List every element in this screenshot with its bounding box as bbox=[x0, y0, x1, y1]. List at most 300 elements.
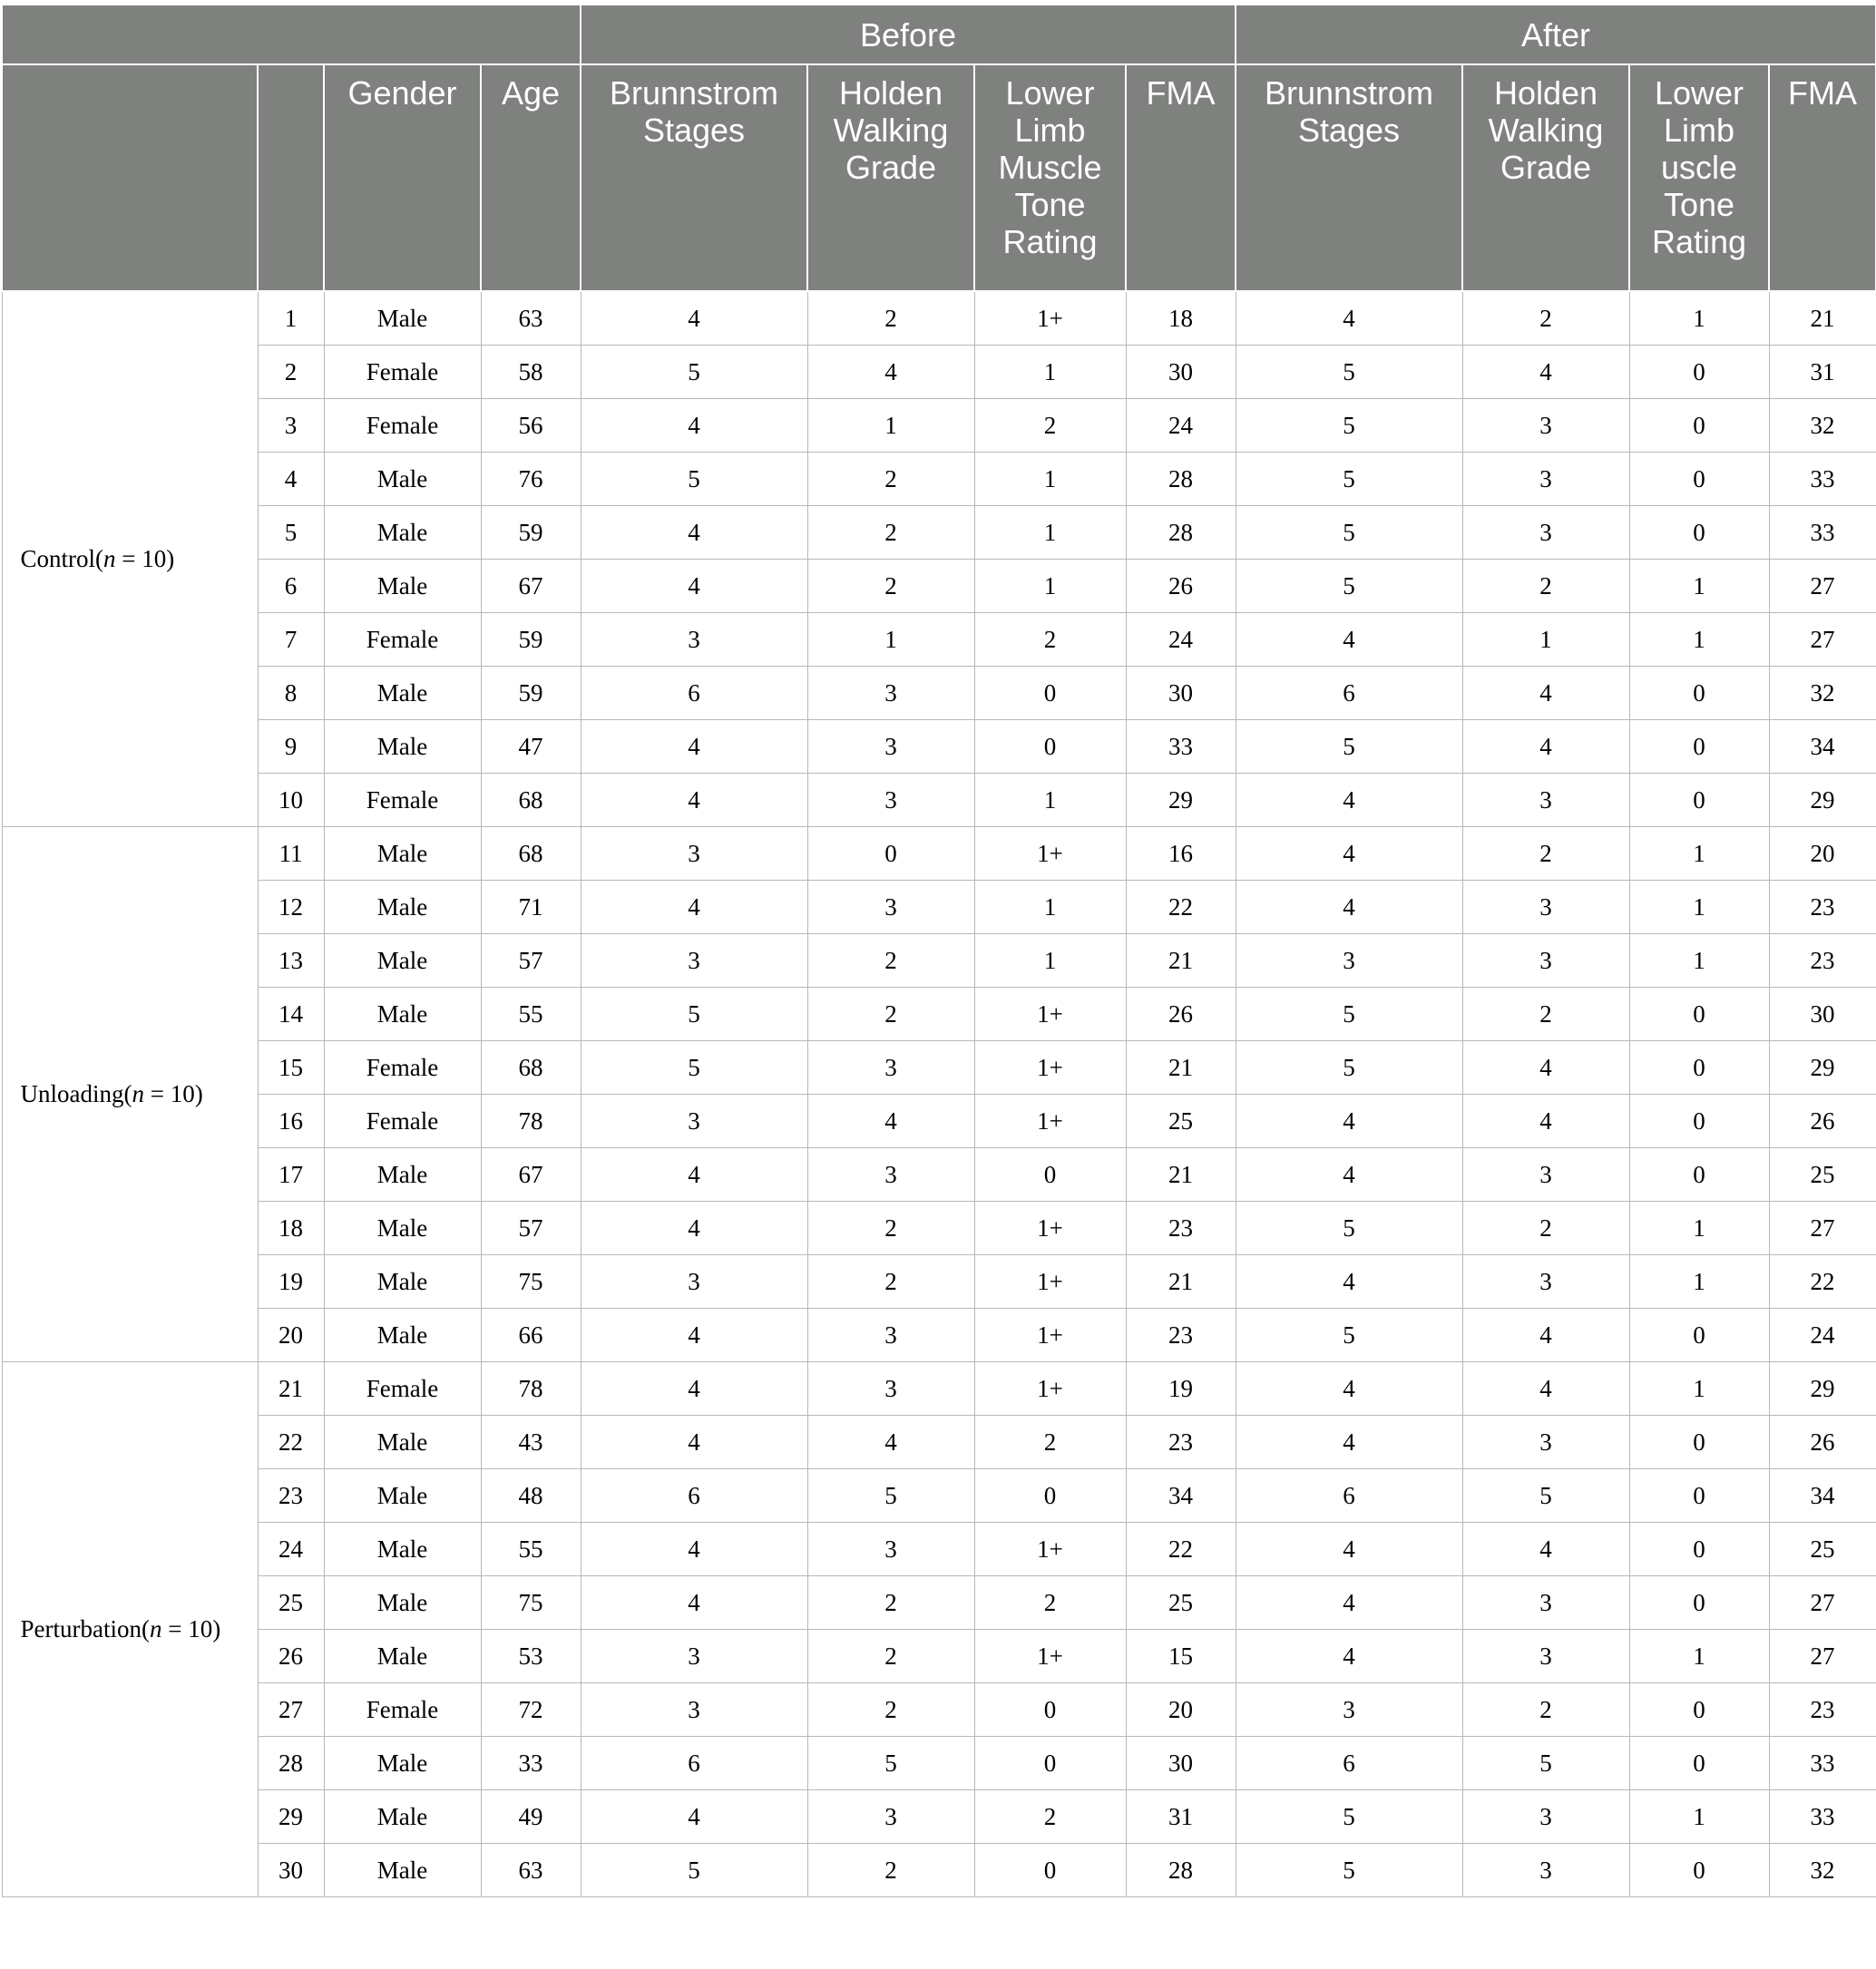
cell-before-brunnstrom: 4 bbox=[581, 560, 807, 613]
cell-after-muscle-tone: 0 bbox=[1629, 1469, 1769, 1523]
cell-after-fma: 23 bbox=[1769, 881, 1876, 934]
cell-gender: Male bbox=[324, 560, 481, 613]
cell-after-holden: 1 bbox=[1462, 613, 1629, 667]
cell-before-brunnstrom: 3 bbox=[581, 1683, 807, 1737]
header-before-muscle-tone: Lower Limb Muscle Tone Rating bbox=[974, 64, 1126, 291]
cell-gender: Female bbox=[324, 1362, 481, 1416]
cell-age: 59 bbox=[481, 506, 581, 560]
cell-before-holden: 4 bbox=[807, 1095, 974, 1148]
cell-age: 59 bbox=[481, 613, 581, 667]
cell-gender: Male bbox=[324, 1202, 481, 1255]
cell-after-muscle-tone: 0 bbox=[1629, 1148, 1769, 1202]
cell-before-fma: 31 bbox=[1126, 1790, 1236, 1844]
cell-age: 68 bbox=[481, 774, 581, 827]
cell-age: 33 bbox=[481, 1737, 581, 1790]
group-name: Unloading( bbox=[20, 1080, 132, 1107]
cell-before-holden: 5 bbox=[807, 1469, 974, 1523]
cell-after-holden: 2 bbox=[1462, 291, 1629, 346]
cell-gender: Female bbox=[324, 1683, 481, 1737]
cell-gender: Male bbox=[324, 1576, 481, 1630]
cell-after-muscle-tone: 0 bbox=[1629, 1416, 1769, 1469]
cell-before-muscle-tone: 1+ bbox=[974, 1362, 1126, 1416]
cell-gender: Male bbox=[324, 1469, 481, 1523]
header-after-holden: Holden Walking Grade bbox=[1462, 64, 1629, 291]
table-row bbox=[2, 291, 1876, 346]
cell-before-brunnstrom: 4 bbox=[581, 506, 807, 560]
cell-after-muscle-tone: 1 bbox=[1629, 934, 1769, 988]
cell-gender: Female bbox=[324, 774, 481, 827]
cell-patient-number: 16 bbox=[258, 1095, 324, 1148]
group-n-variable: n bbox=[103, 545, 116, 572]
cell-gender: Female bbox=[324, 1041, 481, 1095]
cell-after-brunnstrom: 3 bbox=[1236, 1683, 1462, 1737]
table-row bbox=[2, 1630, 1876, 1683]
cell-before-muscle-tone: 0 bbox=[974, 720, 1126, 774]
cell-before-holden: 2 bbox=[807, 1683, 974, 1737]
cell-before-muscle-tone: 1 bbox=[974, 881, 1126, 934]
cell-after-brunnstrom: 6 bbox=[1236, 1469, 1462, 1523]
cell-patient-number: 21 bbox=[258, 1362, 324, 1416]
cell-after-brunnstrom: 6 bbox=[1236, 1737, 1462, 1790]
cell-after-muscle-tone: 0 bbox=[1629, 1576, 1769, 1630]
header-before-holden: Holden Walking Grade bbox=[807, 64, 974, 291]
cell-age: 71 bbox=[481, 881, 581, 934]
cell-after-brunnstrom: 4 bbox=[1236, 1630, 1462, 1683]
cell-before-fma: 19 bbox=[1126, 1362, 1236, 1416]
cell-after-brunnstrom: 5 bbox=[1236, 1041, 1462, 1095]
cell-before-muscle-tone: 1+ bbox=[974, 291, 1126, 346]
cell-before-fma: 21 bbox=[1126, 1148, 1236, 1202]
cell-before-brunnstrom: 4 bbox=[581, 1416, 807, 1469]
table-row bbox=[2, 1255, 1876, 1309]
cell-gender: Male bbox=[324, 934, 481, 988]
cell-age: 78 bbox=[481, 1362, 581, 1416]
cell-gender: Male bbox=[324, 1255, 481, 1309]
cell-patient-number: 26 bbox=[258, 1630, 324, 1683]
cell-after-holden: 4 bbox=[1462, 1309, 1629, 1362]
cell-after-muscle-tone: 1 bbox=[1629, 1630, 1769, 1683]
cell-patient-number: 1 bbox=[258, 291, 324, 346]
cell-after-fma: 32 bbox=[1769, 667, 1876, 720]
cell-before-muscle-tone: 0 bbox=[974, 1737, 1126, 1790]
cell-patient-number: 4 bbox=[258, 453, 324, 506]
cell-after-muscle-tone: 1 bbox=[1629, 291, 1769, 346]
cell-after-fma: 27 bbox=[1769, 1630, 1876, 1683]
cell-patient-number: 25 bbox=[258, 1576, 324, 1630]
cell-gender: Male bbox=[324, 1523, 481, 1576]
cell-after-holden: 3 bbox=[1462, 1148, 1629, 1202]
cell-patient-number: 2 bbox=[258, 346, 324, 399]
cell-patient-number: 18 bbox=[258, 1202, 324, 1255]
cell-before-holden: 5 bbox=[807, 1737, 974, 1790]
cell-before-muscle-tone: 1 bbox=[974, 774, 1126, 827]
cell-before-brunnstrom: 3 bbox=[581, 1255, 807, 1309]
cell-before-brunnstrom: 4 bbox=[581, 1790, 807, 1844]
cell-after-muscle-tone: 1 bbox=[1629, 881, 1769, 934]
cell-age: 72 bbox=[481, 1683, 581, 1737]
table-row bbox=[2, 1469, 1876, 1523]
cell-age: 66 bbox=[481, 1309, 581, 1362]
cell-after-brunnstrom: 5 bbox=[1236, 720, 1462, 774]
header-after: After bbox=[1236, 5, 1876, 64]
cell-before-holden: 2 bbox=[807, 506, 974, 560]
cell-patient-number: 30 bbox=[258, 1844, 324, 1897]
cell-before-fma: 33 bbox=[1126, 720, 1236, 774]
group-name: Perturbation( bbox=[20, 1615, 150, 1642]
cell-patient-number: 5 bbox=[258, 506, 324, 560]
cell-before-fma: 22 bbox=[1126, 1523, 1236, 1576]
cell-after-muscle-tone: 0 bbox=[1629, 774, 1769, 827]
cell-before-fma: 20 bbox=[1126, 1683, 1236, 1737]
cell-before-holden: 3 bbox=[807, 1362, 974, 1416]
cell-gender: Male bbox=[324, 1790, 481, 1844]
cell-before-fma: 30 bbox=[1126, 346, 1236, 399]
cell-before-brunnstrom: 6 bbox=[581, 1469, 807, 1523]
table-row bbox=[2, 827, 1876, 881]
cell-before-fma: 28 bbox=[1126, 453, 1236, 506]
cell-age: 57 bbox=[481, 934, 581, 988]
cell-before-holden: 4 bbox=[807, 1416, 974, 1469]
cell-before-muscle-tone: 0 bbox=[974, 1148, 1126, 1202]
cell-after-brunnstrom: 4 bbox=[1236, 1416, 1462, 1469]
cell-gender: Male bbox=[324, 1844, 481, 1897]
header-gender: Gender bbox=[324, 64, 481, 291]
cell-before-brunnstrom: 5 bbox=[581, 346, 807, 399]
cell-age: 53 bbox=[481, 1630, 581, 1683]
cell-after-holden: 4 bbox=[1462, 1362, 1629, 1416]
cell-patient-number: 6 bbox=[258, 560, 324, 613]
cell-patient-number: 28 bbox=[258, 1737, 324, 1790]
cell-after-muscle-tone: 0 bbox=[1629, 667, 1769, 720]
cell-patient-number: 17 bbox=[258, 1148, 324, 1202]
cell-gender: Male bbox=[324, 291, 481, 346]
cell-after-muscle-tone: 0 bbox=[1629, 453, 1769, 506]
cell-after-fma: 25 bbox=[1769, 1523, 1876, 1576]
cell-after-muscle-tone: 0 bbox=[1629, 1844, 1769, 1897]
cell-before-muscle-tone: 1 bbox=[974, 346, 1126, 399]
cell-after-holden: 3 bbox=[1462, 1790, 1629, 1844]
table-row bbox=[2, 1683, 1876, 1737]
cell-after-brunnstrom: 5 bbox=[1236, 506, 1462, 560]
cell-after-holden: 4 bbox=[1462, 720, 1629, 774]
table-row bbox=[2, 1362, 1876, 1416]
cell-after-holden: 4 bbox=[1462, 1095, 1629, 1148]
table-row bbox=[2, 1576, 1876, 1630]
header-before-brunnstrom: Brunnstrom Stages bbox=[581, 64, 807, 291]
cell-after-brunnstrom: 5 bbox=[1236, 1202, 1462, 1255]
cell-after-fma: 27 bbox=[1769, 613, 1876, 667]
table-row bbox=[2, 346, 1876, 399]
cell-before-brunnstrom: 6 bbox=[581, 667, 807, 720]
cell-after-muscle-tone: 1 bbox=[1629, 1202, 1769, 1255]
cell-after-holden: 3 bbox=[1462, 1844, 1629, 1897]
cell-patient-number: 9 bbox=[258, 720, 324, 774]
header-after-fma: FMA bbox=[1769, 64, 1876, 291]
header-after-muscle-tone: Lower Limb uscle Tone Rating bbox=[1629, 64, 1769, 291]
cell-before-holden: 2 bbox=[807, 988, 974, 1041]
group-label bbox=[2, 1362, 258, 1897]
cell-patient-number: 12 bbox=[258, 881, 324, 934]
cell-after-holden: 3 bbox=[1462, 881, 1629, 934]
cell-before-holden: 3 bbox=[807, 1148, 974, 1202]
group-label bbox=[2, 291, 258, 827]
cell-after-holden: 3 bbox=[1462, 506, 1629, 560]
cell-after-muscle-tone: 1 bbox=[1629, 1790, 1769, 1844]
cell-before-brunnstrom: 4 bbox=[581, 1523, 807, 1576]
cell-after-fma: 33 bbox=[1769, 1790, 1876, 1844]
cell-before-muscle-tone: 1+ bbox=[974, 1309, 1126, 1362]
cell-patient-number: 24 bbox=[258, 1523, 324, 1576]
cell-before-muscle-tone: 2 bbox=[974, 399, 1126, 453]
cell-after-brunnstrom: 4 bbox=[1236, 1255, 1462, 1309]
table-row bbox=[2, 1737, 1876, 1790]
cell-after-holden: 3 bbox=[1462, 1630, 1629, 1683]
cell-after-fma: 33 bbox=[1769, 453, 1876, 506]
cell-patient-number: 10 bbox=[258, 774, 324, 827]
table-header bbox=[2, 5, 1876, 291]
cell-after-fma: 33 bbox=[1769, 1737, 1876, 1790]
cell-before-fma: 15 bbox=[1126, 1630, 1236, 1683]
cell-after-holden: 3 bbox=[1462, 453, 1629, 506]
cell-before-brunnstrom: 4 bbox=[581, 291, 807, 346]
cell-age: 63 bbox=[481, 1844, 581, 1897]
cell-patient-number: 19 bbox=[258, 1255, 324, 1309]
cell-after-brunnstrom: 4 bbox=[1236, 1523, 1462, 1576]
cell-before-muscle-tone: 2 bbox=[974, 1416, 1126, 1469]
table-row bbox=[2, 1523, 1876, 1576]
cell-before-fma: 22 bbox=[1126, 881, 1236, 934]
cell-before-muscle-tone: 0 bbox=[974, 1683, 1126, 1737]
cell-before-holden: 2 bbox=[807, 1202, 974, 1255]
cell-after-muscle-tone: 0 bbox=[1629, 1309, 1769, 1362]
cell-after-holden: 4 bbox=[1462, 667, 1629, 720]
group-n-variable: n bbox=[132, 1080, 144, 1107]
cell-after-holden: 2 bbox=[1462, 560, 1629, 613]
cell-after-muscle-tone: 1 bbox=[1629, 560, 1769, 613]
cell-after-muscle-tone: 1 bbox=[1629, 1362, 1769, 1416]
table-row bbox=[2, 1148, 1876, 1202]
cell-before-fma: 16 bbox=[1126, 827, 1236, 881]
cell-patient-number: 11 bbox=[258, 827, 324, 881]
table-row bbox=[2, 667, 1876, 720]
cell-before-fma: 18 bbox=[1126, 291, 1236, 346]
cell-before-muscle-tone: 1+ bbox=[974, 1041, 1126, 1095]
cell-after-holden: 3 bbox=[1462, 774, 1629, 827]
cell-after-fma: 29 bbox=[1769, 774, 1876, 827]
cell-before-fma: 21 bbox=[1126, 934, 1236, 988]
cell-after-fma: 25 bbox=[1769, 1148, 1876, 1202]
group-label bbox=[2, 827, 258, 1362]
cell-before-muscle-tone: 1+ bbox=[974, 1095, 1126, 1148]
table-row bbox=[2, 934, 1876, 988]
cell-after-brunnstrom: 5 bbox=[1236, 453, 1462, 506]
cell-gender: Male bbox=[324, 1737, 481, 1790]
cell-after-muscle-tone: 0 bbox=[1629, 506, 1769, 560]
cell-after-brunnstrom: 4 bbox=[1236, 291, 1462, 346]
cell-after-brunnstrom: 4 bbox=[1236, 1148, 1462, 1202]
cell-after-brunnstrom: 5 bbox=[1236, 1844, 1462, 1897]
cell-gender: Male bbox=[324, 720, 481, 774]
cell-before-holden: 1 bbox=[807, 399, 974, 453]
table-row bbox=[2, 988, 1876, 1041]
cell-patient-number: 3 bbox=[258, 399, 324, 453]
header-before: Before bbox=[581, 5, 1236, 64]
cell-patient-number: 23 bbox=[258, 1469, 324, 1523]
cell-before-fma: 28 bbox=[1126, 506, 1236, 560]
cell-after-brunnstrom: 5 bbox=[1236, 560, 1462, 613]
cell-before-holden: 3 bbox=[807, 1523, 974, 1576]
cell-after-holden: 3 bbox=[1462, 934, 1629, 988]
table-row bbox=[2, 1041, 1876, 1095]
cell-after-holden: 3 bbox=[1462, 1255, 1629, 1309]
cell-after-brunnstrom: 3 bbox=[1236, 934, 1462, 988]
header-before-fma: FMA bbox=[1126, 64, 1236, 291]
cell-after-fma: 27 bbox=[1769, 560, 1876, 613]
cell-patient-number: 7 bbox=[258, 613, 324, 667]
cell-after-fma: 32 bbox=[1769, 399, 1876, 453]
cell-before-fma: 26 bbox=[1126, 988, 1236, 1041]
cell-after-muscle-tone: 1 bbox=[1629, 827, 1769, 881]
cell-after-holden: 3 bbox=[1462, 1416, 1629, 1469]
cell-before-brunnstrom: 4 bbox=[581, 1202, 807, 1255]
cell-before-fma: 25 bbox=[1126, 1576, 1236, 1630]
cell-age: 76 bbox=[481, 453, 581, 506]
cell-before-holden: 3 bbox=[807, 720, 974, 774]
cell-before-brunnstrom: 4 bbox=[581, 720, 807, 774]
cell-after-fma: 30 bbox=[1769, 988, 1876, 1041]
cell-age: 59 bbox=[481, 667, 581, 720]
cell-before-brunnstrom: 3 bbox=[581, 1095, 807, 1148]
cell-before-muscle-tone: 1+ bbox=[974, 1523, 1126, 1576]
cell-before-fma: 24 bbox=[1126, 399, 1236, 453]
cell-after-holden: 4 bbox=[1462, 1041, 1629, 1095]
cell-after-muscle-tone: 1 bbox=[1629, 613, 1769, 667]
header-after-brunnstrom: Brunnstrom Stages bbox=[1236, 64, 1462, 291]
cell-before-muscle-tone: 1+ bbox=[974, 1202, 1126, 1255]
cell-before-fma: 26 bbox=[1126, 560, 1236, 613]
cell-after-holden: 2 bbox=[1462, 1683, 1629, 1737]
cell-before-holden: 0 bbox=[807, 827, 974, 881]
cell-after-muscle-tone: 0 bbox=[1629, 1041, 1769, 1095]
cell-age: 68 bbox=[481, 1041, 581, 1095]
cell-after-brunnstrom: 5 bbox=[1236, 346, 1462, 399]
patient-characteristics-table bbox=[1, 4, 1876, 1897]
group-name: Control( bbox=[20, 545, 103, 572]
table-row bbox=[2, 1202, 1876, 1255]
cell-after-brunnstrom: 4 bbox=[1236, 613, 1462, 667]
cell-gender: Male bbox=[324, 1630, 481, 1683]
cell-before-brunnstrom: 4 bbox=[581, 881, 807, 934]
cell-before-holden: 3 bbox=[807, 774, 974, 827]
cell-before-fma: 23 bbox=[1126, 1416, 1236, 1469]
cell-before-muscle-tone: 2 bbox=[974, 613, 1126, 667]
cell-before-brunnstrom: 5 bbox=[581, 988, 807, 1041]
group-n-value: = 10) bbox=[161, 1615, 221, 1642]
cell-before-muscle-tone: 1 bbox=[974, 453, 1126, 506]
cell-before-muscle-tone: 1+ bbox=[974, 988, 1126, 1041]
cell-after-fma: 34 bbox=[1769, 1469, 1876, 1523]
cell-after-brunnstrom: 4 bbox=[1236, 881, 1462, 934]
table-row bbox=[2, 453, 1876, 506]
cell-patient-number: 27 bbox=[258, 1683, 324, 1737]
cell-before-brunnstrom: 3 bbox=[581, 934, 807, 988]
cell-after-holden: 3 bbox=[1462, 1576, 1629, 1630]
table-row bbox=[2, 1416, 1876, 1469]
cell-after-fma: 31 bbox=[1769, 346, 1876, 399]
cell-after-brunnstrom: 5 bbox=[1236, 399, 1462, 453]
cell-after-fma: 26 bbox=[1769, 1416, 1876, 1469]
cell-patient-number: 13 bbox=[258, 934, 324, 988]
cell-after-fma: 20 bbox=[1769, 827, 1876, 881]
cell-age: 49 bbox=[481, 1790, 581, 1844]
header-age: Age bbox=[481, 64, 581, 291]
cell-before-fma: 24 bbox=[1126, 613, 1236, 667]
cell-before-holden: 2 bbox=[807, 291, 974, 346]
cell-after-brunnstrom: 6 bbox=[1236, 667, 1462, 720]
table-row bbox=[2, 881, 1876, 934]
cell-after-fma: 29 bbox=[1769, 1041, 1876, 1095]
cell-before-fma: 23 bbox=[1126, 1309, 1236, 1362]
cell-after-holden: 2 bbox=[1462, 988, 1629, 1041]
cell-after-fma: 33 bbox=[1769, 506, 1876, 560]
table-row bbox=[2, 1095, 1876, 1148]
cell-age: 55 bbox=[481, 988, 581, 1041]
cell-gender: Male bbox=[324, 988, 481, 1041]
cell-after-fma: 29 bbox=[1769, 1362, 1876, 1416]
cell-after-brunnstrom: 4 bbox=[1236, 1362, 1462, 1416]
cell-before-brunnstrom: 3 bbox=[581, 1630, 807, 1683]
cell-before-brunnstrom: 3 bbox=[581, 827, 807, 881]
table-row bbox=[2, 1790, 1876, 1844]
cell-age: 48 bbox=[481, 1469, 581, 1523]
cell-before-brunnstrom: 6 bbox=[581, 1737, 807, 1790]
cell-gender: Male bbox=[324, 453, 481, 506]
cell-after-fma: 27 bbox=[1769, 1202, 1876, 1255]
cell-after-holden: 5 bbox=[1462, 1737, 1629, 1790]
cell-after-brunnstrom: 4 bbox=[1236, 827, 1462, 881]
cell-patient-number: 22 bbox=[258, 1416, 324, 1469]
cell-before-fma: 30 bbox=[1126, 1737, 1236, 1790]
cell-patient-number: 29 bbox=[258, 1790, 324, 1844]
header-index-blank bbox=[258, 64, 324, 291]
cell-before-muscle-tone: 1 bbox=[974, 934, 1126, 988]
cell-gender: Female bbox=[324, 346, 481, 399]
table-row bbox=[2, 774, 1876, 827]
cell-before-holden: 3 bbox=[807, 667, 974, 720]
cell-before-fma: 21 bbox=[1126, 1041, 1236, 1095]
cell-age: 55 bbox=[481, 1523, 581, 1576]
cell-age: 78 bbox=[481, 1095, 581, 1148]
cell-patient-number: 15 bbox=[258, 1041, 324, 1095]
cell-before-fma: 23 bbox=[1126, 1202, 1236, 1255]
cell-gender: Male bbox=[324, 881, 481, 934]
cell-before-muscle-tone: 0 bbox=[974, 667, 1126, 720]
table-row bbox=[2, 613, 1876, 667]
group-n-variable: n bbox=[149, 1615, 162, 1642]
cell-before-brunnstrom: 4 bbox=[581, 1148, 807, 1202]
cell-before-muscle-tone: 1+ bbox=[974, 1255, 1126, 1309]
cell-before-muscle-tone: 1+ bbox=[974, 827, 1126, 881]
cell-gender: Male bbox=[324, 506, 481, 560]
cell-before-fma: 21 bbox=[1126, 1255, 1236, 1309]
table-row bbox=[2, 720, 1876, 774]
cell-after-holden: 4 bbox=[1462, 346, 1629, 399]
cell-after-brunnstrom: 5 bbox=[1236, 988, 1462, 1041]
cell-after-muscle-tone: 0 bbox=[1629, 988, 1769, 1041]
cell-gender: Female bbox=[324, 1095, 481, 1148]
cell-before-holden: 2 bbox=[807, 453, 974, 506]
cell-gender: Male bbox=[324, 667, 481, 720]
